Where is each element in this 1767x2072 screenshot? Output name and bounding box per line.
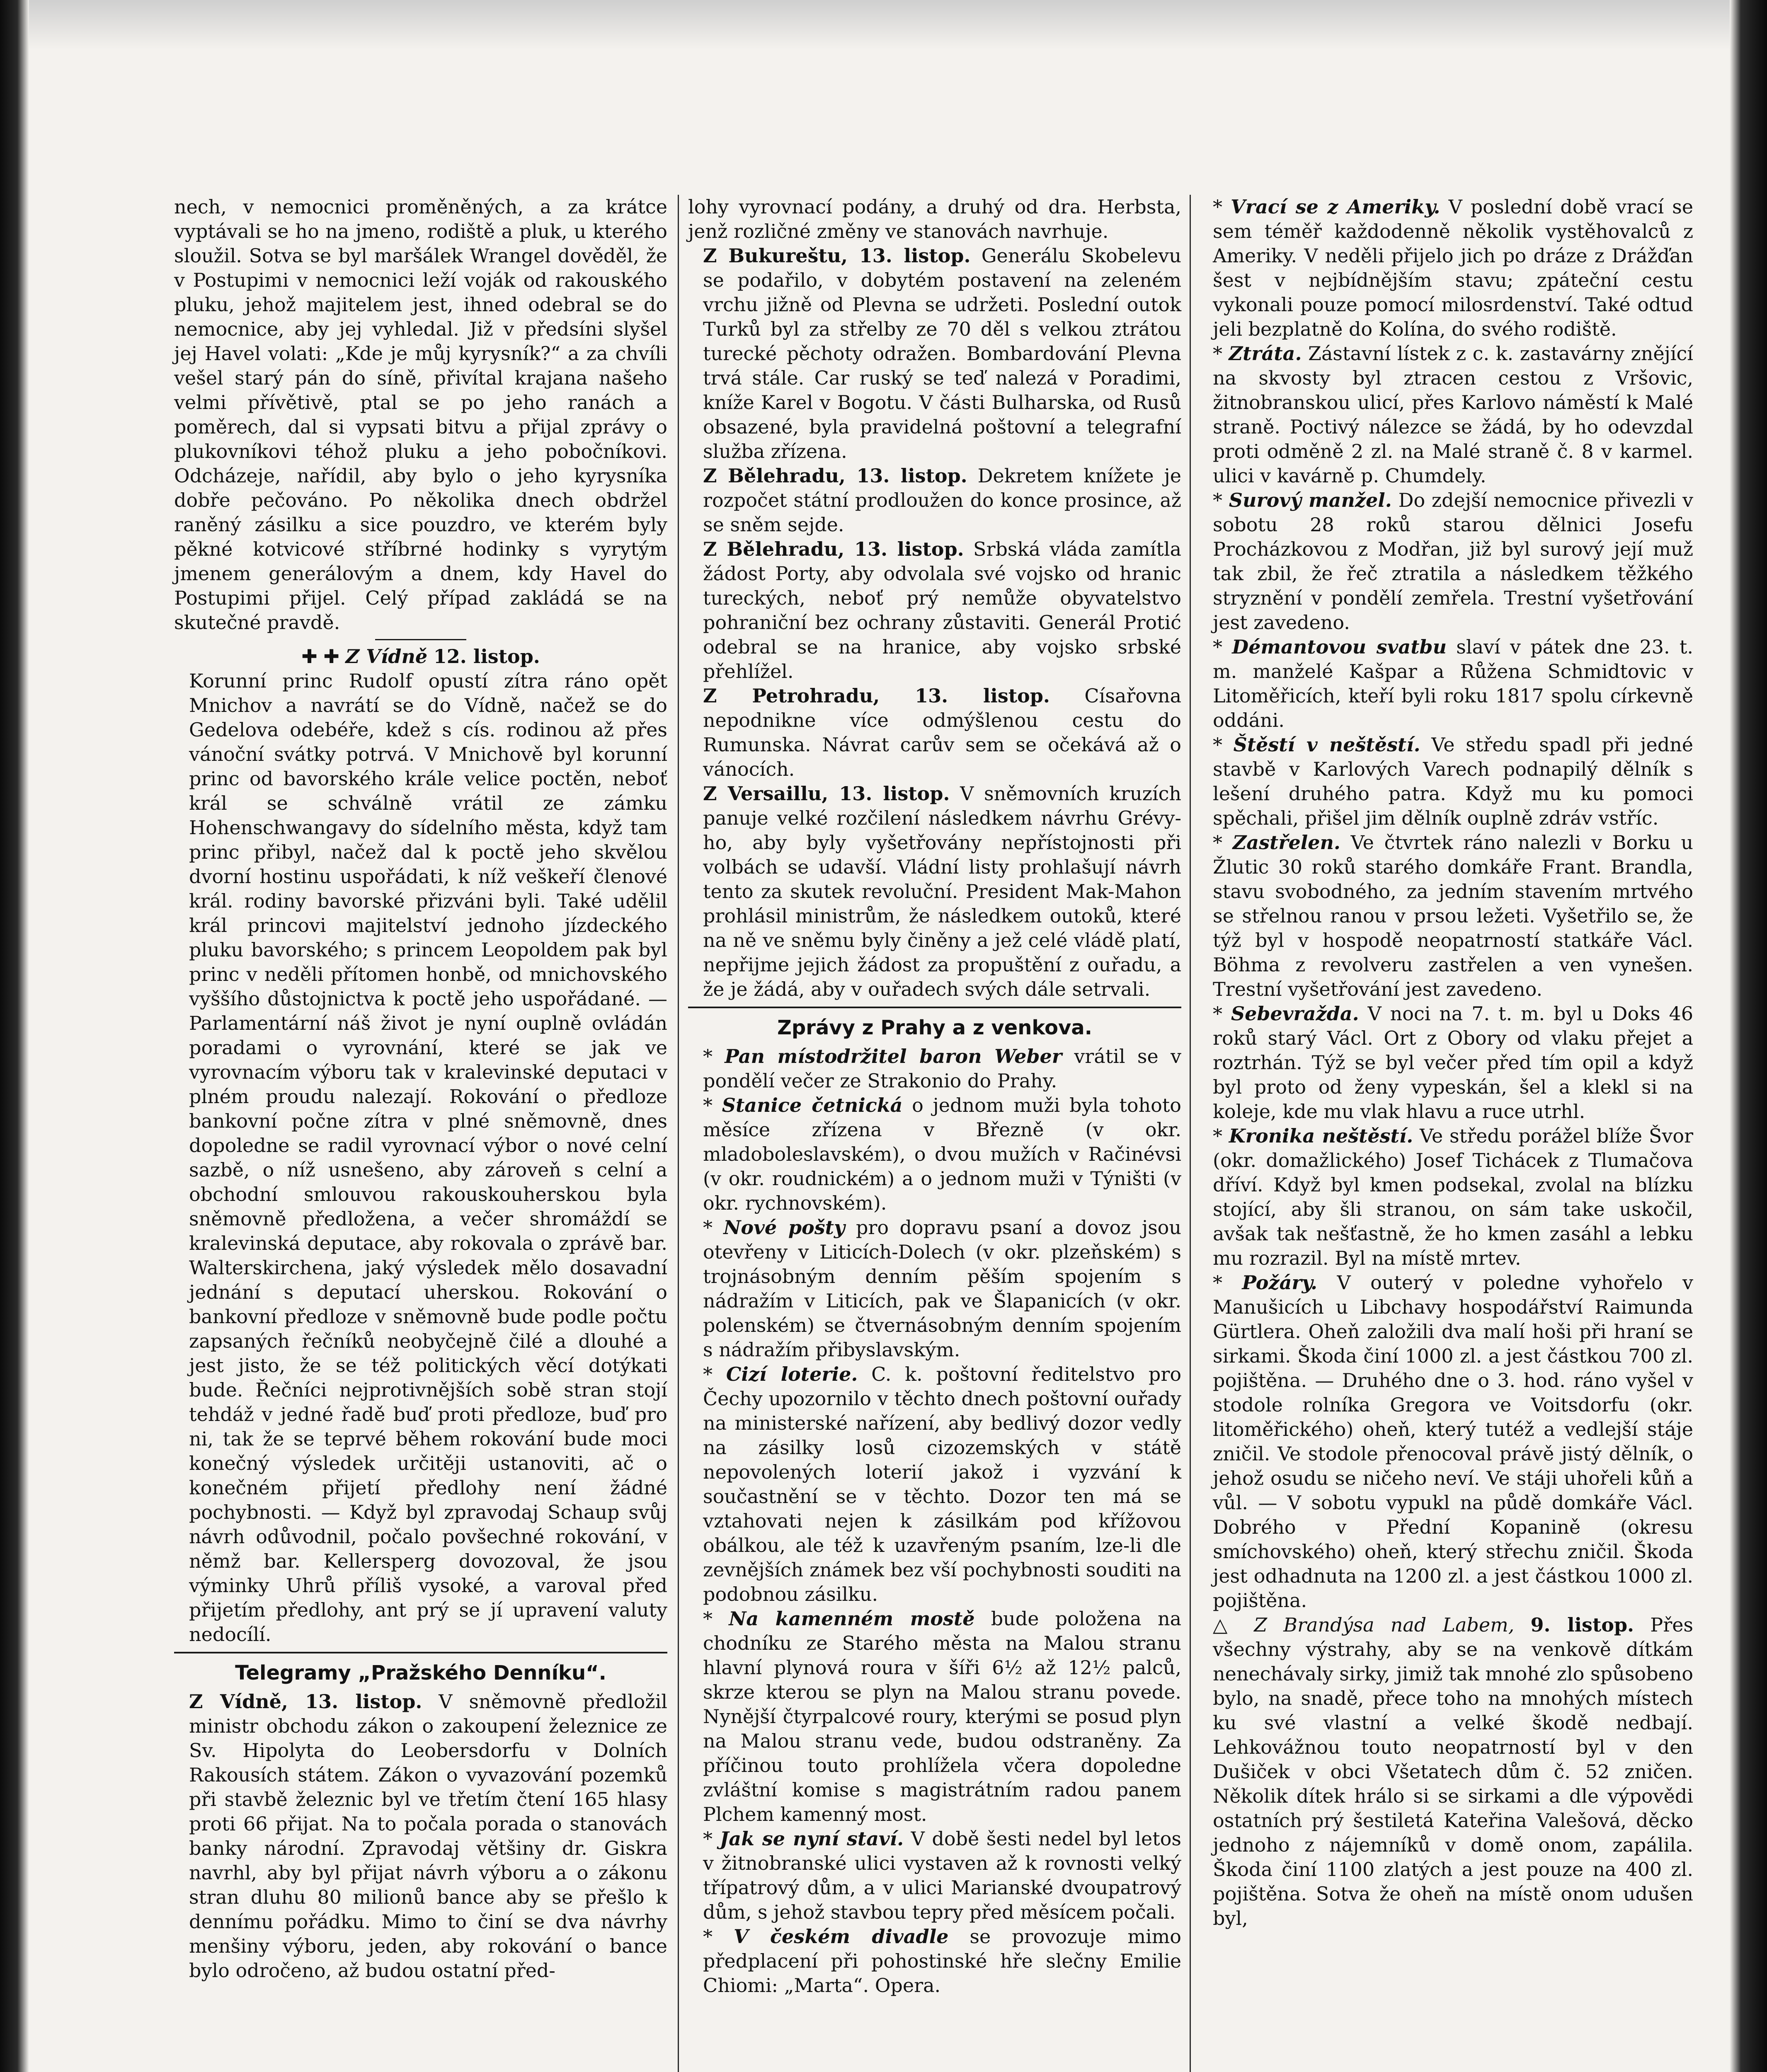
news-item — [1198, 1613, 1693, 1931]
dateline-place: Z Vídně — [345, 645, 428, 668]
news-text: bude položena na chodníku ze Starého města na Malou stranu hlavní plynová roura v šíři 6½ až 12½ palců, skrze kterou se plyn na Malou stranu povede. Nynější čtyrpalcové roury, kterými se posud plyn na Malou stranu vede, budou odstraněny. Za příčinou touto prohlížela včera dopoledne zvláštní komise s magistrátním radou panem Plchem kamenný most. — [703, 1607, 1181, 1825]
telegram-text: Srbská vláda zamítla žádost Porty, aby odvolala své vojsko od hranic tureckých, neboť prý nemůže obyvatelstvo pohraniční bez ochrany zůstaviti. Generál Protić odebral se na hranice, aby vojsko srbské přehlížel. — [703, 538, 1181, 683]
news-title: Pan místodržitel baron Weber — [725, 1045, 1062, 1067]
news-text: V době šesti nedel byl letos v žitnobranské ulici vystaven až k rovnosti velký třípatrový dům, a v ulici Marianské dvoupatrový dům, s jehož stavbou tepry před měsícem počali. — [703, 1828, 1182, 1923]
news-item: * Stanice četnická o jednom muži byla tohoto měsíce zřízena v Březně (v okr. mladoboleslavském), o dvou mužích v Račinévsi (v okr. roudnickém) a o jednom muži v Týništi (v okr. rychnovském). — [703, 1094, 1181, 1214]
news-text: Zástavní lístek z c. k. zastavárny znějící na skvosty byl ztracen cestou z Vršovic, žitnobranskou ulicí, přes Karlovo náměstí k Malé straně. Poctivý nálezce se žádá, by ho odevzdal proti odměně 2 zl. na Malé straně č. 8 v karmel. ulici v kavárně p. Chumdely. — [1213, 342, 1693, 487]
news-item: * Jak se nyní staví. V době šesti nedel byl letos v žitnobranské ulici vystaven až k rovnosti velký třípatrový dům, a v ulici Marianské dvoupatrový dům, s jehož stavbou tepry před měsícem počali. — [703, 1828, 1182, 1923]
news-title: Cizí loterie. — [726, 1363, 858, 1385]
telegram-text: Dekretem knížete je rozpočet státní prodloužen do konce prosince, až se sněm sejde. — [703, 465, 1182, 536]
news-item: * Nové pošty pro dopravu psaní a dovoz jsou otevřeny v Liticích-Dolech (v okr. plzeňském) s trojnásobným denním pěším spojením s nádražím v Liticích, pak ve Šlapanicích (v okr. polenském) se čtvernásobným denním spojením s nádražím přibyslavským. — [703, 1216, 1182, 1361]
news-item: * Zastřelen. Ve čtvrtek ráno nalezli v Borku u Žlutic 30 roků starého domkáře Frant. Brandla, stavu svobodného, za jedním stavením mrtvého se střelnou ranou v prsou ležeti. Vyšetřilo se, že týž byl v hospodě neopatrností statkáře Václ. Böhma z revolveru zastřelen a ven vynešen. Trestní vyšetřování jest zavedeno. — [1213, 831, 1693, 1000]
triangle-mark: △ — [1213, 1614, 1254, 1636]
news-date: 9. listop. — [1530, 1614, 1634, 1636]
news-text: Do zdejší nemocnice přivezli v sobotu 28 roků starou dělnici Josefu Procházkovou z Modřan, již byl surový její muž tak zbil, že řeč ztratila a následkem těžkého stryznění v pondělí zemřela. Trestní vyšetřování jest zavedeno. — [1213, 489, 1693, 634]
scan-shadow-left — [0, 0, 29, 2072]
news-title: Ztráta. — [1229, 342, 1302, 365]
news-text: Ve středu porážel blíže Švor (okr. domažlického) Josef Tichácek z Tlumačova dříví. Když byl kmen podsekal, zvolal na blízku stojící, aby šli stranou, on sám take uskočil, avšak tak nešťastně, že ho kmen zasáhl a lebku mu rozrazil. Byl na místě mrtev. — [1213, 1125, 1694, 1269]
news-title: V českém divadle — [733, 1925, 949, 1948]
news-item: * Na kamenném mostě bude položena na chodníku ze Starého města na Malou stranu hlavní plynová roura v šíři 6½ až 12½ palců, skrze kterou se plyn na Malou stranu povede. Nynější čtyrpalcové roury, kterými se posud plyn na Malou stranu vede, budou odstraněny. Za příčinou touto prohlížela včera dopoledne zvláštní komise s magistrátním radou panem Plchem kamenný most. — [703, 1607, 1181, 1825]
telegram-lead: Z Petrohradu, 13. listop. — [703, 685, 1050, 707]
news-text: V poslední době vrací se sem téměř každodenně několik vystěhovalců z Ameriky. V neděli přijelo jich po dráze z Drážďan šest v nejbídnějším stavu; zpáteční cestu vykonali pouze pomocí milosrdenství. Také odtud jeli bezplatně do Kolína, do svého rodiště. — [1213, 196, 1693, 340]
news-item: * Štěstí v neštěstí. Ve středu spadl při jedné stavbě v Karlových Varech podnapilý dělník s lešení druhého patra. Když mu ku pomoci spěchali, přišel jim dělník ouplně zdráv vstříc. — [1213, 733, 1694, 829]
telegram-text: V sněmovně předložil ministr obchodu zákon o zakoupení železnice ze Sv. Hipolyta do Leobersdorfu v Dolních Rakousích státem. Zákon o vyvazování pozemků při stavbě železnic byl ve třetím čtení 165 hlasy proti 66 přijat. Na to počala porada o stanovách banky národní. Zpravodaj většiny dr. Giskra navrhl, aby byl přijat návrh výboru a o zákonu stran dluhu 80 milionů bance aby se přešlo k dennímu pořádku. Mimo to činí se dva návrhy menšiny výboru, jeden, aby rokování o bance bylo odročeno, až budou ostatní před- — [189, 1690, 667, 1982]
telegram-lead: Z Vídně, 13. listop. — [189, 1690, 422, 1713]
news-item: * Pan místodržitel baron Weber vrátil se v pondělí večer ze Strakonio do Prahy. — [703, 1045, 1181, 1092]
news-text: Ve čtvrtek ráno nalezli v Borku u Žlutic 30 roků starého domkáře Frant. Brandla, stavu svobodného, za jedním stavením mrtvého se střelnou ranou v prsou ležeti. Vyšetřilo se, že týž byl v hospodě neopatrností statkáře Václ. Böhma z revolveru zastřelen a ven vynešen. Trestní vyšetřování jest zavedeno. — [1213, 831, 1693, 1000]
news-title: Démantovou svatbu — [1232, 636, 1447, 658]
news-item: * Vrací se z Ameriky. V poslední době vrací se sem téměř každodenně několik vystěhovalců z Ameriky. V neděli přijelo jich po dráze z Drážďan šest v nejbídnějším stavu; zpáteční cestu vykonali pouze pomocí milosrdenství. Také odtud jeli bezplatně do Kolína, do svého rodiště. — [1213, 196, 1693, 340]
news-title: Sebevražda. — [1231, 1002, 1359, 1025]
news-title: Jak se nyní staví. — [720, 1828, 904, 1850]
telegram-item — [174, 1690, 667, 1983]
news-title: Kronika neštěstí. — [1229, 1125, 1413, 1147]
article-paragraph: lohy vyrovnací podány, a druhý od dra. Herbsta, jenž rozličné změny ve stanovách navrhuje. — [688, 196, 1181, 242]
news-item: * Surový manžel. Do zdejší nemocnice přivezli v sobotu 28 roků starou dělnici Josefu Procházkovou z Modřan, již byl surový její muž tak zbil, že řeč ztratila a následkem těžkého stryznění v pondělí zemřela. Trestní vyšetřování jest zavedeno. — [1213, 489, 1693, 634]
news-item: * V českém divadle se provozuje mimo předplacení při pohostinské hře slečny Emilie Chiomi: „Marta“. Opera. — [703, 1925, 1181, 1997]
article-paragraph: Korunní princ Rudolf opustí zítra ráno opět Mnichov a navrátí se do Vídně, načež se do Gedelova odebéře, kdež s cís. rodinou až přes vánoční svátky potrvá. V Mnichově byl korunní princ od bavorského krále velice poctěn, neboť král se schválně vrátil ze zámku Hohenschwangavy do sídelního města, když tam princ přibyl, načež dal k poctě jeho skvělou dvorní hostinu uspořádati, k níž veškeří členové král. rodiny bavorské přizváni byli. Také udělil král princovi majitelství jednoho jízdeckého pluku bavorského; s princem Leopoldem pak byl princ v neděli přítomen honbě, od mnichovského vyššího důstojnictva k poctě jeho uspořádané. — Parlamentární náš život je nyní ouplně ovládán poradami o vyrovnání, které se jak ve vyrovnacím výboru tak v kralevinské deputaci v plném proudu nalezají. Rokování o předloze bankovní počne zítra v plné sněmovně, dnes dopoledne se radil vyrovnací výbor o nové celní sazbě, o níž usnešeno, aby zároveň s celní a obchodní smlouvou rakouskouherskou byla sněmovně předložena, a večer shromáždí se kralevinská deputace, aby rokovala o zprávě bar. Walterskirchena, jaký výsledek mělo dosavadní jednání s deputací uherskou. Rokování o bankovní předloze v sněmovně bude podle počtu zapsaných řečníků neobyčejně čilé a dlouhé a jest jisto, že se též politických věcí dotýkati bude. Řečníci nejprotivnějších sobě stran stojí tehdáž v jedné řadě buď proti předloze, buď pro ni, tak že se teprvé během rokování bude moci konečný výsledek určitěji ustanoviti, ač o konečném přijetí předlohy není žádné pochybnosti. — Když byl zpravodaj Schaup svůj návrh odůvodnil, počalo povšechné rokování, v němž bar. Kellersperg dovozoval, že jsou výminky Uhrů příliš vysoké, a varoval před přijetím předlohy, ant prý se jí upravení valuty nedocílí. — [189, 670, 667, 1646]
telegram-item — [688, 244, 1181, 464]
section-title: Telegramy „Pražského Denníku“. — [235, 1661, 606, 1685]
column-1 — [174, 195, 667, 1983]
news-item: * Kronika neštěstí. Ve středu porážel blíže Švor (okr. domažlického) Josef Tichácek z Tlumačova dříví. Když byl kmen podsekal, zvolal na blízku stojící, aby šli stranou, on sám take uskočil, avšak tak nešťastně, že ho kmen zasáhl a lebku mu rozrazil. Byl na místě mrtev. — [1213, 1125, 1694, 1269]
telegram-lead: Z Bělehradu, 13. listop. — [703, 465, 967, 487]
news-title: Požáry. — [1242, 1271, 1318, 1294]
news-text: Ve středu spadl při jedné stavbě v Karlových Varech podnapilý dělník s lešení druhého patra. Když mu ku pomoci spěchali, přišel jim dělník ouplně zdráv vstříc. — [1213, 733, 1694, 829]
article-paragraph: nech, v nemocnici proměněných, a za krátce vyptávali se ho na jmeno, rodiště a pluk, u kterého sloužil. Sotva se byl maršálek Wrangel dověděl, že v Postupimi v nemocnici leží voják od rakouského pluku, jehož majitelem jest, ihned odebral se do nemocnice, aby jej vyhledal. Již v předsíni slyšel jej Havel volati: „Kde je můj kyrysník?“ a za chvíli vešel starý pán do síně, přivítal krajana našeho velmi přívětivě, ptal se po jeho ranách a poměrech, dal si vypsati bitvu a přijal zprávy o plukovníkovi téhož pluku a jeho pobočníkovi. Odcházeje, nařídil, aby bylo o jeho kyrysníka dobře pečováno. Po několika dnech obdržel raněný zásilku a sice pouzdro, ve kterém byly pěkné kotvicové stříbrné hodinky s vyrytým jmenem generálovým a dnem, kdy Havel do Postupimi přijel. Celý případ zakládá se na skutečné pravdě. — [174, 196, 667, 634]
telegram-lead: Z Bukureštu, 13. listop. — [703, 244, 971, 267]
news-text: o jednom muži byla tohoto měsíce zřízena v Březně (v okr. mladoboleslavském), o dvou mužích v Račinévsi (v okr. roudnickém) a o jednom muži v Týništi (v okr. rychnovském). — [703, 1094, 1181, 1214]
column-divider — [678, 195, 679, 2072]
telegram-item — [688, 537, 1181, 684]
section-rule — [688, 1007, 1181, 1008]
news-item: * Požáry. V outerý v poledne vyhořelo v Manušicích u Libchavy hospodářství Raimunda Gürtlera. Oheň založili dva malí hoši při hraní se sirkami. Škoda činí 1000 zl. a jest částkou 700 zl. pojištěna. — Druhého dne o 3. hod. ráno vyšel v stodole rolníka Gregora ve Voitsdorfu (okr. litoměřického) oheň, který tutéž a vedlejší stáje zničil. Ve stodole přenocoval právě jistý dělník, o jehož osudu se ničeho neví. Ve stáji uhořeli kůň a vůl. — V sobotu vypukl na půdě domkáře Václ. Dobrého v Přední Kopanině (okresu smíchovského) oheň, který střechu zničil. Škoda jest odhadnuta na 1200 zl. a jest částkou 1000 zl. pojištěna. — [1213, 1271, 1693, 1612]
news-title: Nové pošty — [723, 1216, 845, 1239]
news-text: V outerý v poledne vyhořelo v Manušicích u Libchavy hospodářství Raimunda Gürtlera. Oheň založili dva malí hoši při hraní se sirkami. Škoda činí 1000 zl. a jest částkou 700 zl. pojištěna. — Druhého dne o 3. hod. ráno vyšel v stodole rolníka Gregora ve Voitsdorfu (okr. litoměřického) oheň, který tutéž a vedlejší stáje zničil. Ve stodole přenocoval právě jistý dělník, o jehož osudu se ničeho neví. Ve stáji uhořeli kůň a vůl. — V sobotu vypukl na půdě domkáře Václ. Dobrého v Přední Kopanině (okresu smíchovského) oheň, který střechu zničil. Škoda jest odhadnuta na 1200 zl. a jest částkou 1000 zl. pojištěna. — [1213, 1271, 1693, 1612]
column-3 — [1198, 195, 1693, 1931]
news-item: * Démantovou svatbu slaví v pátek dne 23. t. m. manželé Kašpar a Růžena Schmidtovic v Litoměřicích, kteří byli roku 1817 spolu církevně oddáni. — [1213, 636, 1693, 731]
news-title: Z Brandýsa nad Labem, — [1254, 1614, 1515, 1636]
telegram-item — [688, 684, 1181, 782]
news-item: * Sebevražda. V noci na 7. t. m. byl u Doks 46 roků starý Václ. Ort z Obory od vlaku přejet a roztrhán. Týž se byl večer před tím opil a když byl proto od ženy vypeskán, šel a klekl si na koleje, kde mu vlak hlavu a ruce utrhl. — [1213, 1002, 1694, 1123]
news-title: Zastřelen. — [1232, 831, 1340, 854]
telegram-lead: Z Bělehradu, 13. listop. — [703, 538, 964, 560]
scan-shadow-right — [1730, 0, 1767, 2072]
news-title: Surový manžel. — [1229, 489, 1392, 511]
telegram-text: V sněmovních kruzích panuje velké rozčilení následkem návrhu Grévy-ho, aby byly vyšetřovány nepřístojnosti při volbách se udavší. Vládní listy prohlašují návrh tento za skutek revoluční. President Mak-Mahon prohlásil ministrům, že následkem outoků, které na ně ve sněmu byly činěny a jež celé vládě platí, nepřijme jejich žádost za propuštění z ouřadu, a že je žádá, aby v ouřadech svých dále setrvali. — [703, 782, 1181, 1000]
dateline — [174, 644, 667, 669]
telegram-text: Generálu Skobelevu se podařilo, v dobytém postavení na zeleném vrchu jižně od Plevna se udržeti. Poslední outok Turků byl za střelby ze 70 děl s velkou ztrátou turecké pěchoty odražen. Bombardování Plevna trvá stále. Car ruský se teď nalezá v Poradimi, kníže Karel v Bogotu. V části Bulharska, od Rusů obsazené, byla pravidelná poštovní a telegrafní služba zřízena. — [703, 244, 1181, 462]
news-text: se provozuje mimo předplacení při pohostinské hře slečny Emilie Chiomi: „Marta“. Opera. — [703, 1925, 1181, 1997]
column-2 — [688, 195, 1181, 1998]
news-title: Na kamenném mostě — [729, 1607, 975, 1630]
news-text: C. k. poštovní ředitelstvo pro Čechy upozornilo v těchto dnech poštovní ouřady na ministerské nařízení, aby bedlivý dozor vedly na zásilky losů cizozemských v státě nepovolených loterií jakož i vyzvání k součastnění se v těchto. Dozor ten má se vztahovati nejen k zásilkám pod křížovou obálkou, ale též k uzavřeným psaním, lze-li dle zevnějších známek bez vší pochybnosti souditi na podobnou zásilku. — [703, 1363, 1182, 1605]
telegram-item — [688, 782, 1181, 1002]
news-text: pro dopravu psaní a dovoz jsou otevřeny v Liticích-Dolech (v okr. plzeňském) s trojnásobným denním pěším spojením s nádražím v Liticích, pak ve Šlapanicích (v okr. polenském) se čtvernásobným denním spojením s nádražím přibyslavským. — [703, 1216, 1182, 1361]
news-item: * Cizí loterie. C. k. poštovní ředitelstvo pro Čechy upozornilo v těchto dnech poštovní ouřady na ministerské nařízení, aby bedlivý dozor vedly na zásilky losů cizozemských v státě nepovolených loterií jakož i vyzvání k součastnění se v těchto. Dozor ten má se vztahovati nejen k zásilkám pod křížovou obálkou, ale též k uzavřeným psaním, lze-li dle zevnějších známek bez vší pochybnosti souditi na podobnou zásilku. — [703, 1363, 1182, 1605]
telegram-lead: Z Versaillu, 13. listop. — [703, 782, 950, 805]
telegram-item — [688, 464, 1181, 537]
dateline-mark: ✚ ✚ — [301, 645, 346, 668]
news-text: V noci na 7. t. m. byl u Doks 46 roků starý Václ. Ort z Obory od vlaku přejet a roztrhán. Týž se byl večer před tím opil a když byl proto od ženy vypeskán, šel a klekl si na koleje, kde mu vlak hlavu a ruce utrhl. — [1213, 1002, 1694, 1123]
news-text: vrátil se v pondělí večer ze Strakonio do Prahy. — [703, 1045, 1181, 1092]
dateline-date: 12. listop. — [433, 645, 540, 668]
news-text: Přes všechny výstrahy, aby se na venkově dítkám nenechávaly sirky, jimiž tak mnohé zlo spůsobeno bylo, na snadě, přece toho na mnohých místech ku své vlastní a velké škodě nedbají. Lehkovážnou touto neopatrností byl v den Dušiček v obci Všetatech dům č. 52 zničen. Několik dítek hrálo si se sirkami a dle výpovědi ostatních prý šestiletá Kateřina Valešová, děcko jednoho z nájemníků v domě onom, zapálila. Škoda činí 1100 zlatých a jest pouze na 400 zl. pojištěna. Sotva že oheň na místě onom udušen byl, — [1213, 1614, 1694, 1929]
column-divider — [1190, 195, 1191, 2072]
separator-rule — [375, 639, 466, 640]
news-text: slaví v pátek dne 23. t. m. manželé Kašpar a Růžena Schmidtovic v Litoměřicích, kteří byli roku 1817 spolu církevně oddáni. — [1213, 636, 1693, 731]
news-title: Štěstí v neštěstí. — [1233, 733, 1420, 756]
news-title: Vrací se z Ameriky. — [1231, 196, 1440, 218]
news-title: Stanice četnická — [722, 1094, 903, 1116]
news-item: * Ztráta. Zástavní lístek z c. k. zastavárny znějící na skvosty byl ztracen cestou z Vršovic, žitnobranskou ulicí, přes Karlovo náměstí k Malé straně. Poctivý nálezce se žádá, by ho odevzdal proti odměně 2 zl. na Malé straně č. 8 v karmel. ulici v kavárně p. Chumdely. — [1213, 342, 1693, 487]
telegram-text: Císařovna nepodnikne více odmýšlenou cestu do Rumunska. Návrat carův sem se očekává až o vánocích. — [703, 685, 1181, 780]
section-title: Zprávy z Prahy a z venkova. — [777, 1016, 1092, 1039]
scan-shadow-top — [0, 0, 1767, 50]
section-rule — [174, 1652, 667, 1653]
